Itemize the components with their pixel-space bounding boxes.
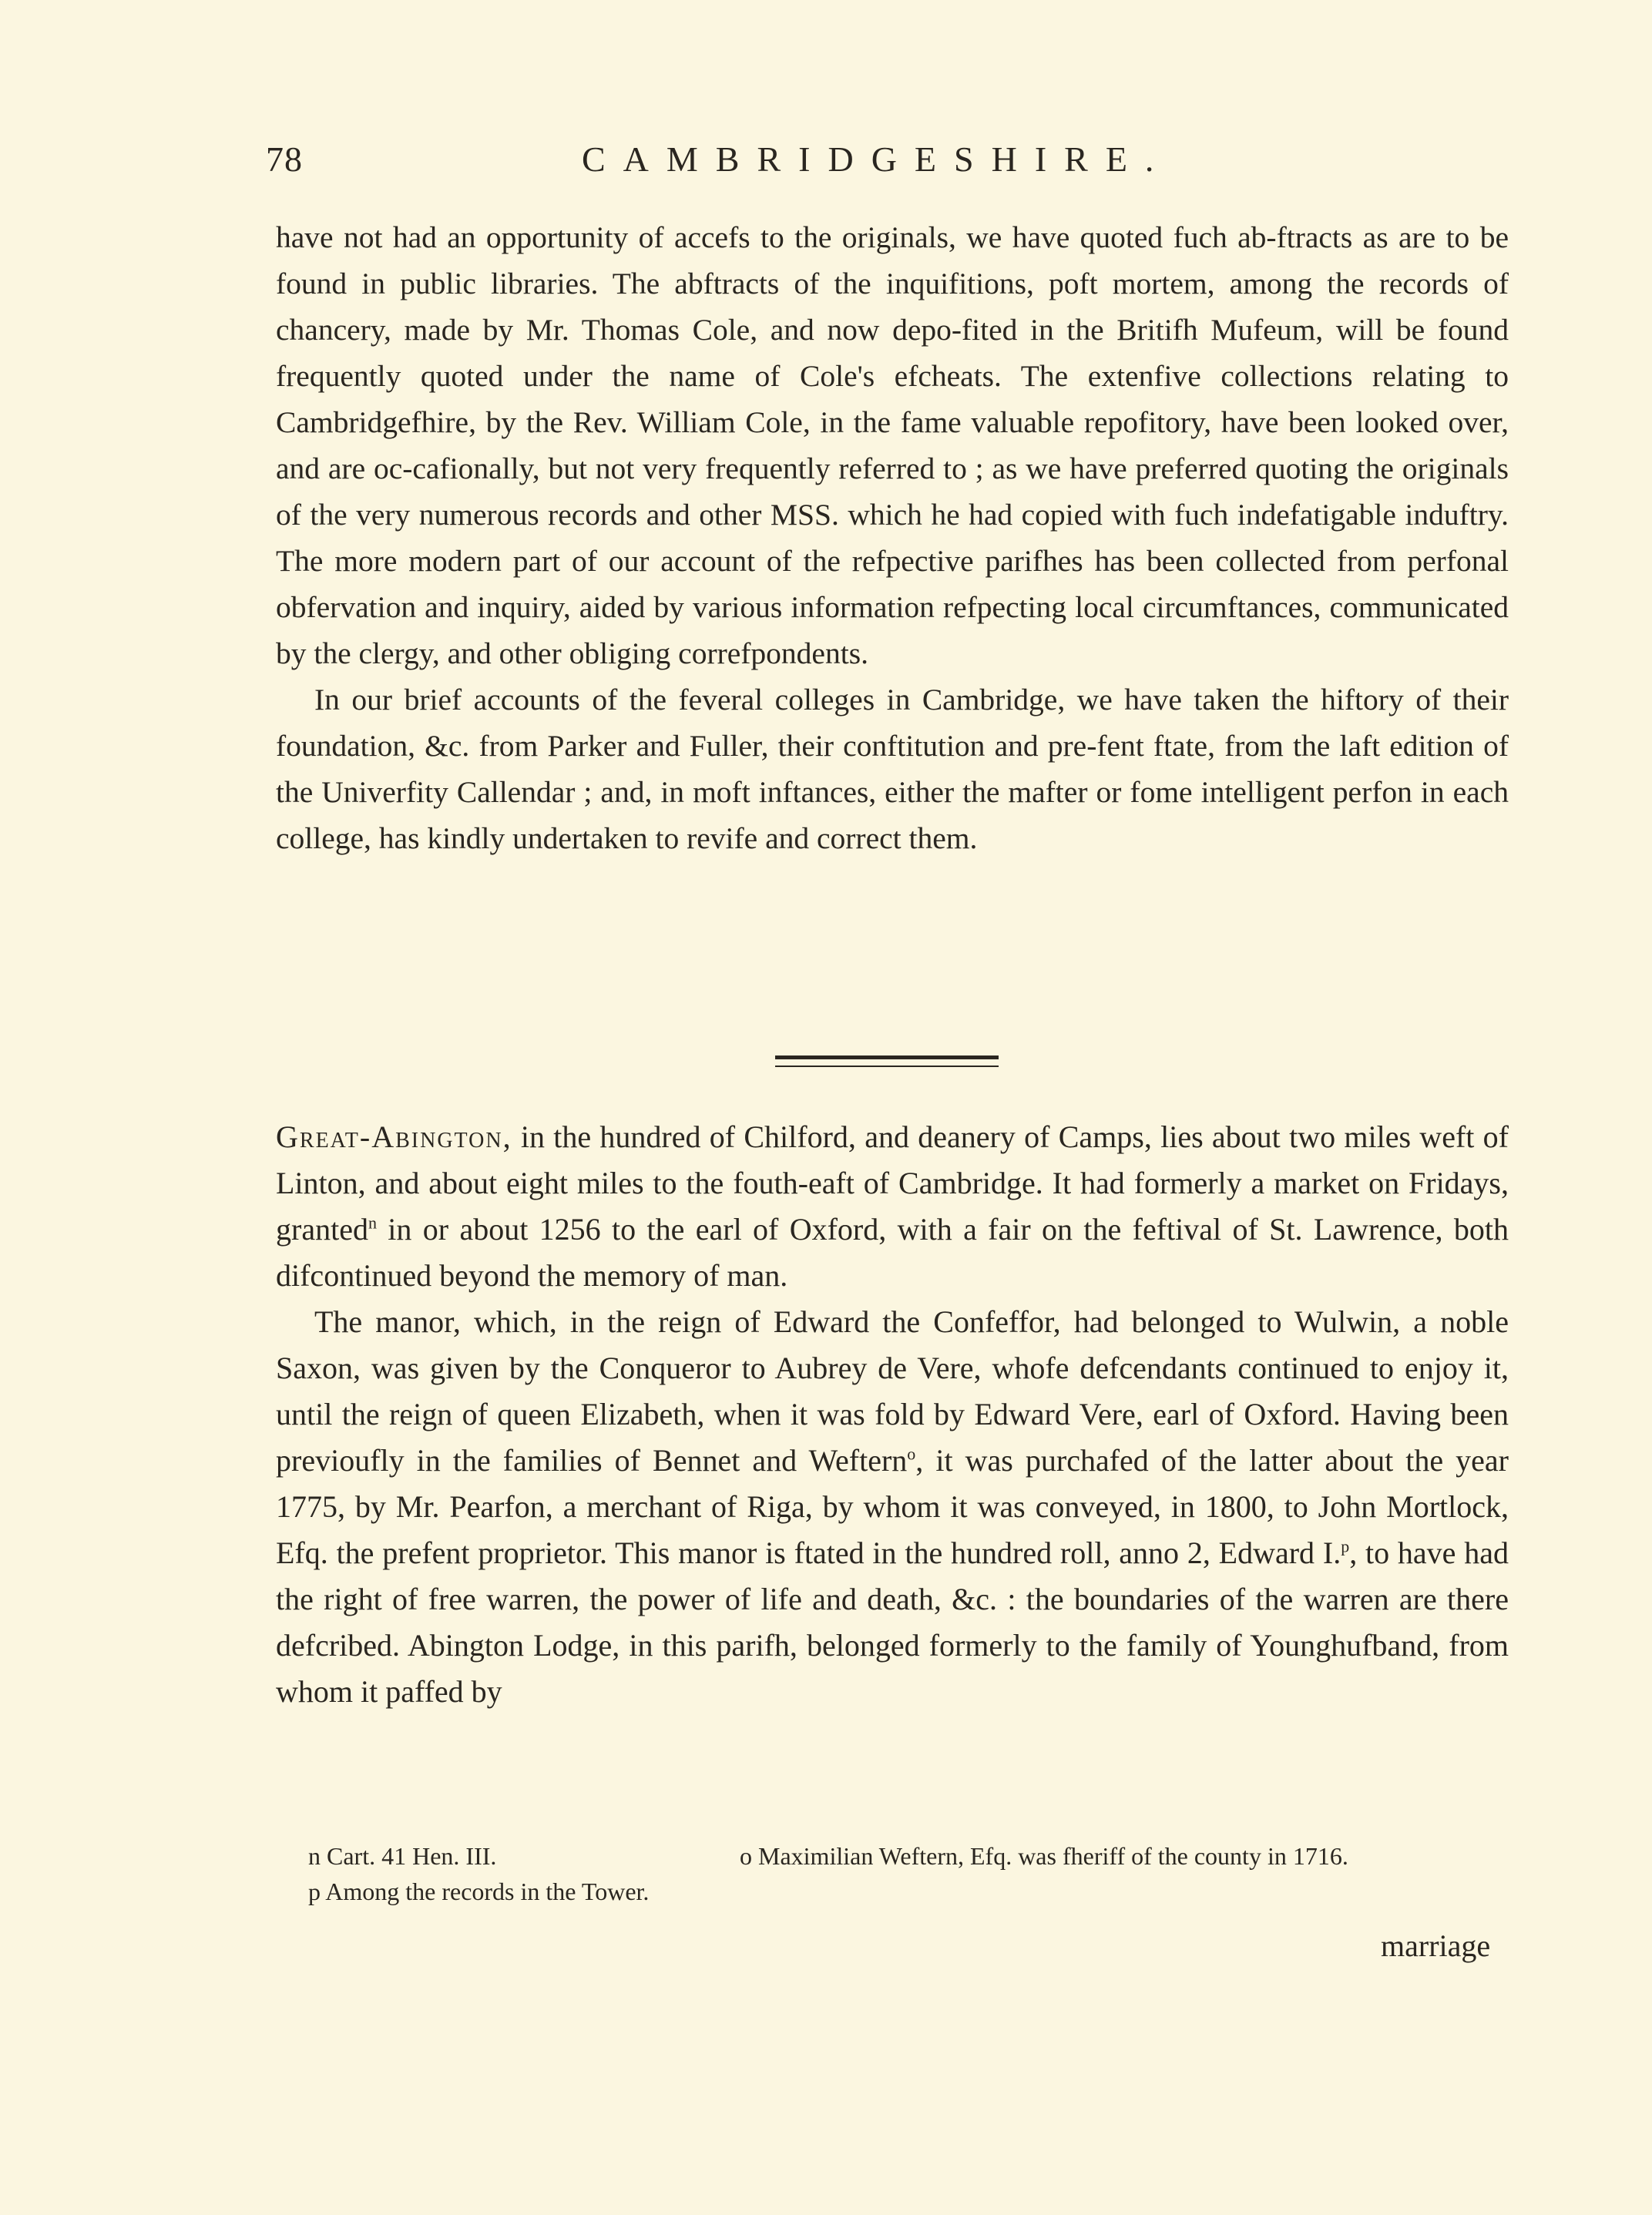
footnote-ref-p: p	[1341, 1536, 1350, 1556]
footnote-ref-n: n	[368, 1213, 377, 1233]
footnotes	[308, 1838, 1510, 1909]
running-title: CAMBRIDGESHIRE.	[582, 139, 1172, 179]
entry-text: in the hundred of Chilford, and deanery of Camps, lies about two miles weft of Linton, and about eight miles to the fouth-eaft of Cambridge. It had formerly a market on Fridays, granted	[276, 1119, 1509, 1247]
entry-paragraph-2	[276, 1299, 1509, 1715]
entry-heading: Great-Abington,	[276, 1119, 512, 1154]
page-header	[266, 131, 1514, 193]
section-divider	[775, 1055, 999, 1067]
intro-text	[276, 214, 1509, 861]
footnote-n: n Cart. 41 Hen. III.	[308, 1842, 497, 1870]
entry-text: in or about 1256 to the earl of Oxford, with a fair on the feftival of St. Lawrence, both difcontinued beyond the memory of man.	[276, 1212, 1509, 1293]
intro-paragraph-1: have not had an opportunity of accefs to the originals, we have quoted fuch ab-ftracts as are to be found in public libraries. The abftracts of the inquifitions, poft mortem, among the records of chancery, made by Mr. Thomas Cole, and now depo-fited in the Britifh Mufeum, will be found frequently quoted under the name of Cole's efcheats. The extenfive collections relating to Cambridgefhire, by the Rev. William Cole, in the fame valuable repofitory, have been looked over, and are oc-cafionally, but not very frequently referred to ; as we have preferred quoting the originals of the very numerous records and other MSS. which he had copied with fuch indefatigable induftry. The more modern part of our account of the refpective parifhes has been collected from perfonal obfervation and inquiry, aided by various information refpecting local circumftances, communicated by the clergy, and other obliging correfpondents.	[276, 220, 1509, 670]
footnote-ref-o: o	[907, 1444, 916, 1464]
footnote-p: p Among the records in the Tower.	[308, 1878, 650, 1905]
catchword: marriage	[1381, 1928, 1491, 1963]
parish-entry	[276, 1114, 1509, 1715]
page-number: 78	[266, 139, 303, 179]
footnote-row	[308, 1838, 1510, 1874]
intro-paragraph-2: In our brief accounts of the feveral colleges in Cambridge, we have taken the hiftory of their foundation, &c. from Parker and Fuller, their conftitution and pre-fent ftate, from the laft edition of the Univerfity Callendar ; and, in moft inftances, either the mafter or fome intelligent perfon in each college, has kindly undertaken to revife and correct them.	[276, 683, 1509, 855]
entry-paragraph-1	[276, 1114, 1509, 1299]
entry-text: , to have had the right of free warren, the power of life and death, &c. : the boundaries of the warren are there defcribed. Abington Lodge, in this parifh, belonged formerly to the family of Younghufband, from whom it paffed by	[276, 1535, 1509, 1709]
footnote-row	[308, 1874, 1510, 1909]
footnote-o: o Maximilian Weftern, Efq. was fheriff of the county in 1716.	[740, 1842, 1348, 1870]
entry-text: , it was purchafed of the latter about the year 1775, by Mr. Pearfon, a merchant of Riga, by whom it was conveyed, in 1800, to John Mortlock, Efq. the prefent proprietor. This manor is ftated in the hundred roll, anno 2, Edward I.	[276, 1443, 1509, 1570]
entry-text: The manor, which, in the reign of Edward the Confeffor, had belonged to Wulwin, a noble Saxon, was given by the Conqueror to Aubrey de Vere, whofe defcendants continued to enjoy it, until the reign of queen Elizabeth, when it was fold by Edward Vere, earl of Oxford. Having been previoufly in the families of Bennet and Weftern	[276, 1304, 1509, 1478]
